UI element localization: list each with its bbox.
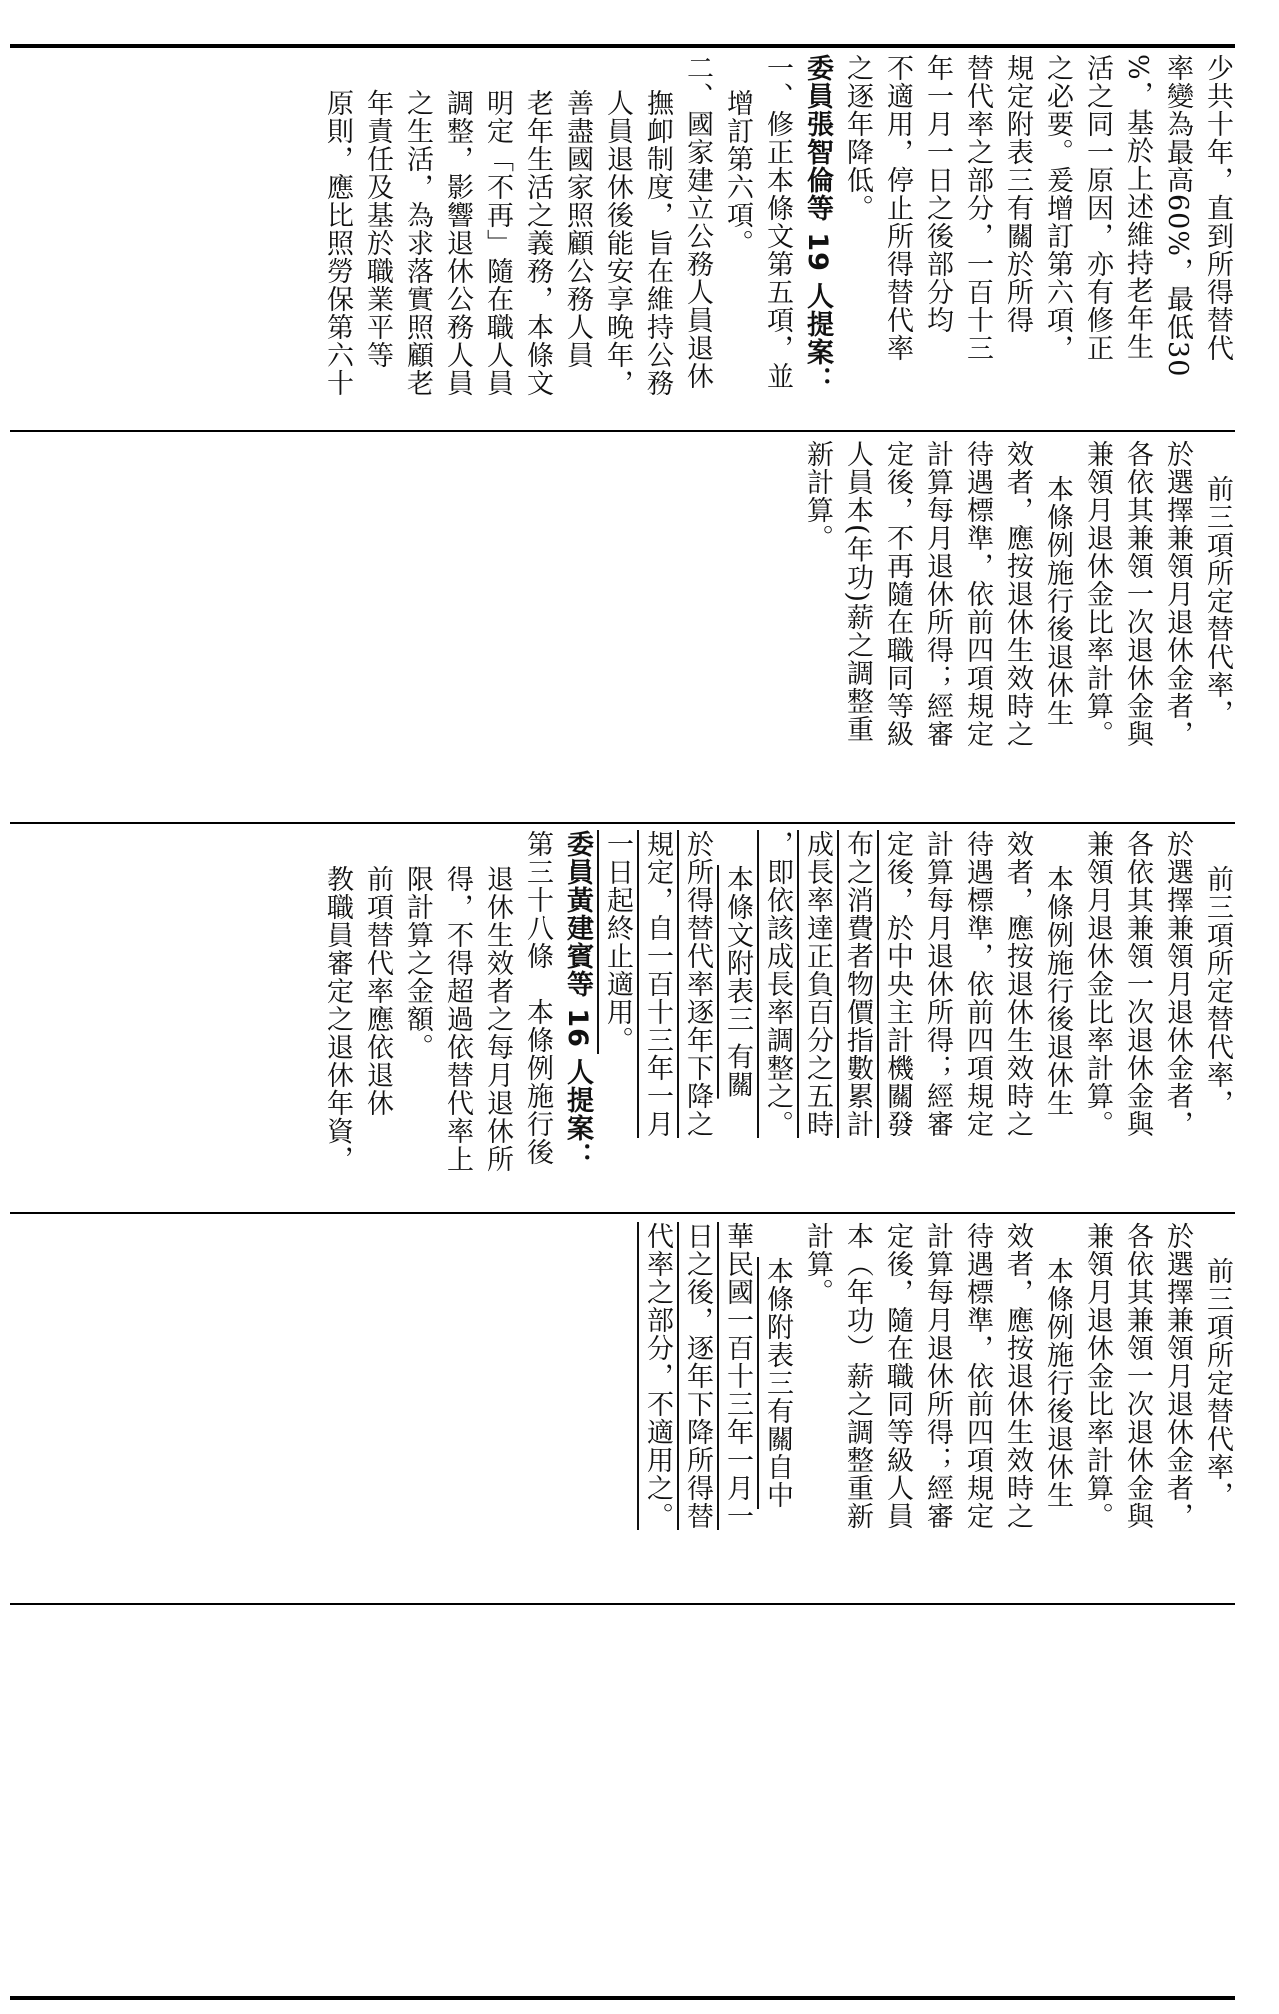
- text-column: 調整，影響退休公務人員: [442, 89, 473, 398]
- text-column: 委員黃建賓等 16 人提案：: [562, 830, 593, 1171]
- text-column: 年一月一日之後部分均: [922, 54, 953, 334]
- text-column: 各依其兼領一次退休金與: [1122, 440, 1153, 748]
- text-column: 布之消費者物價指數累計: [842, 830, 873, 1138]
- text-column: 規定附表三有關於所得: [1002, 54, 1033, 334]
- text-column: 計算每月退休所得；經審: [922, 440, 953, 748]
- text-column: 不適用，停止所得替代率: [882, 54, 913, 362]
- text-column: 委員張智倫等 19 人提案：: [802, 54, 833, 395]
- text-column: 代率之部分，不適用之。: [642, 1222, 673, 1530]
- text-column: 於選擇兼領月退休金者，: [1162, 440, 1193, 748]
- text-column: 華民國一百十三年一月一: [722, 1222, 753, 1530]
- text-column: 本條例施行後退休生: [1042, 865, 1073, 1118]
- text-column: 替代率之部分，一百十三: [962, 54, 993, 362]
- text-column: 退休生效者之每月退休所: [482, 865, 513, 1174]
- text-column: 老年生活之義務，本條文: [522, 89, 553, 398]
- table-row-2: [10, 440, 1235, 818]
- text-column: 善盡國家照顧公務人員: [562, 89, 593, 370]
- row-divider-4: [10, 1603, 1235, 1605]
- text-column: 之逐年降低。: [842, 54, 873, 222]
- text-column: 兼領月退休金比率計算。: [1082, 1222, 1113, 1530]
- text-column: 定後，隨在職同等級人員: [882, 1222, 913, 1530]
- text-column: 計算。: [802, 1222, 833, 1306]
- text-column: 各依其兼領一次退休金與: [1122, 1222, 1153, 1530]
- text-column: 撫卹制度，旨在維持公務: [642, 89, 673, 398]
- text-column: 計算每月退休所得；經審: [922, 830, 953, 1138]
- text-column: 待遇標準，依前四項規定: [962, 830, 993, 1138]
- text-column: 前三項所定替代率，: [1202, 475, 1233, 728]
- text-column: 人員退休後能安享晚年，: [602, 89, 633, 398]
- text-column: 日之後，逐年下降所得替: [682, 1222, 713, 1530]
- text-column: ，即依該成長率調整之。: [762, 830, 793, 1138]
- text-column: 少共十年，直到所得替代: [1202, 54, 1233, 362]
- text-column: 限計算之金額。: [402, 865, 433, 1062]
- text-column: 一日起終止適用。: [602, 830, 633, 1054]
- row-divider-3: [10, 1212, 1235, 1214]
- text-column: 計算每月退休所得；經審: [922, 1222, 953, 1530]
- text-column: 年責任及基於職業平等: [362, 89, 393, 370]
- text-column: 前三項所定替代率，: [1202, 865, 1233, 1118]
- text-column: 兼領月退休金比率計算。: [1082, 830, 1113, 1138]
- text-column: 原則，應比照勞保第六十: [322, 89, 353, 398]
- text-column: %，基於上述維持老年生: [1122, 54, 1153, 361]
- text-column: 明定「不再」隨在職人員: [482, 89, 513, 398]
- text-column: 本條文附表三 有關: [722, 865, 753, 1099]
- text-column: 定後，於中央主計機關發: [882, 830, 913, 1138]
- text-column: 本條例施行後退休生: [1042, 475, 1073, 728]
- text-column: 效者，應按退休生效時之: [1002, 1222, 1033, 1530]
- text-column: 於所得替代率逐年下降之: [682, 830, 713, 1138]
- text-column: 定後，不再隨在職同等級: [882, 440, 913, 748]
- text-column: 二、國家建立公務人員退休: [682, 54, 713, 390]
- text-column: 於選擇兼領月退休金者，: [1162, 830, 1193, 1138]
- text-column: 效者，應按退休生效時之: [1002, 440, 1033, 748]
- table-row-1: [10, 54, 1235, 426]
- table-row-3: [10, 830, 1235, 1208]
- text-column: 成長率達正負百分之五時: [802, 830, 833, 1138]
- text-column: 增訂第六項。: [722, 89, 753, 258]
- text-column: 一、修正本條文第五項，並: [762, 54, 793, 390]
- text-column: 教職員審定之退休年資，: [322, 865, 353, 1174]
- text-column: 本條例施行後退休生: [1042, 1257, 1073, 1510]
- text-column: 得，不得超過依替代率上: [442, 865, 473, 1174]
- text-column: 新計算。: [802, 440, 833, 552]
- text-column: 活之同一原因，亦有修正: [1082, 54, 1113, 362]
- text-column: 待遇標準，依前四項規定: [962, 1222, 993, 1530]
- text-column: 待遇標準，依前四項規定: [962, 440, 993, 748]
- text-column: 本條附表三有關自中: [762, 1257, 793, 1510]
- text-column: 規定，自一百十三年一月: [642, 830, 673, 1138]
- text-column: 各依其兼領一次退休金與: [1122, 830, 1153, 1138]
- text-column: 於選擇兼領月退休金者，: [1162, 1222, 1193, 1530]
- table-row-4: [10, 1222, 1235, 1600]
- text-column: 前三項所定替代率，: [1202, 1257, 1233, 1510]
- text-column: 之必要。爰增訂第六項，: [1042, 54, 1073, 362]
- top-rule: [10, 44, 1235, 48]
- text-column: 本（年功）薪之調整重新: [842, 1222, 873, 1530]
- text-column: 人員本(年功)薪之調整重: [842, 440, 873, 744]
- text-column: 兼領月退休金比率計算。: [1082, 440, 1113, 748]
- row-divider-2: [10, 822, 1235, 824]
- text-column: 前項替代率應依退休: [362, 865, 393, 1118]
- text-column: 之生活，為求落實照顧老: [402, 89, 433, 398]
- bottom-rule: [10, 1996, 1235, 2000]
- text-column: 率變為最高60%，最低30: [1162, 54, 1193, 378]
- row-divider-1: [10, 430, 1235, 432]
- text-column: 效者，應按退休生效時之: [1002, 830, 1033, 1138]
- text-column: 第三十八條 本條例施行後: [522, 830, 553, 1166]
